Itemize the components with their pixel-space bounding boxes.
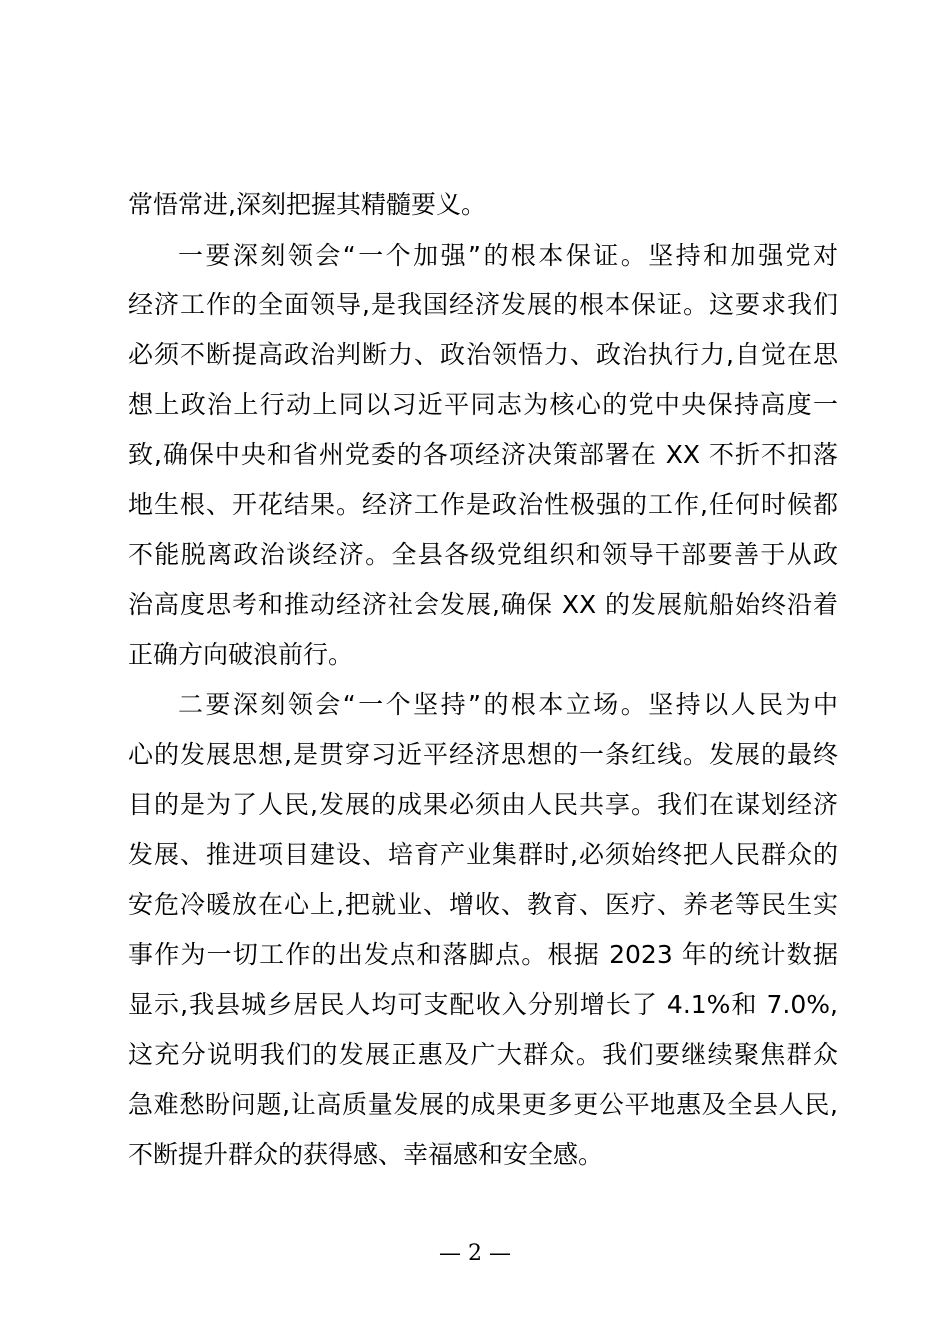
text-line: 想上政治上行动上同以习近平同志为核心的党中央保持高度一	[128, 390, 838, 419]
text-line: 急难愁盼问题,让高质量发展的成果更多更公平地惠及全县人民,	[128, 1090, 838, 1119]
text-line: 致,确保中央和省州党委的各项经济决策部署在 XX 不折不扣落	[128, 440, 838, 469]
text-line: 地生根、开花结果。经济工作是政治性极强的工作,任何时候都	[128, 490, 838, 519]
text-line: 显示,我县城乡居民人均可支配收入分别增长了 4.1%和 7.0%,	[128, 990, 838, 1019]
text-line: 事作为一切工作的出发点和落脚点。根据 2023 年的统计数据	[128, 940, 838, 969]
text-line: 正确方向破浪前行。	[128, 640, 354, 669]
text-line: 发展、推进项目建设、培育产业集群时,必须始终把人民群众的	[128, 840, 838, 869]
text-line: 常悟常进,深刻把握其精髓要义。	[128, 190, 486, 219]
text-line: 必须不断提高政治判断力、政治领悟力、政治执行力,自觉在思	[128, 340, 838, 369]
page-number: — 2 —	[439, 1241, 511, 1266]
paragraph-1-first-line: 一要深刻领会“一个加强”的根本保证。坚持和加强党对	[178, 241, 838, 270]
text-line: 经济工作的全面领导,是我国经济发展的根本保证。这要求我们	[128, 290, 838, 319]
text-line: 这充分说明我们的发展正惠及广大群众。我们要继续聚焦群众	[128, 1040, 838, 1069]
text-line: 安危冷暖放在心上,把就业、增收、教育、医疗、养老等民生实	[128, 890, 838, 919]
text-line: 心的发展思想,是贯穿习近平经济思想的一条红线。发展的最终	[128, 740, 838, 769]
text-line: 目的是为了人民,发展的成果必须由人民共享。我们在谋划经济	[128, 790, 838, 819]
paragraph-2-first-line: 二要深刻领会“一个坚持”的根本立场。坚持以人民为中	[178, 690, 838, 719]
text-line: 不能脱离政治谈经济。全县各级党组织和领导干部要善于从政	[128, 540, 838, 569]
text-line: 不断提升群众的获得感、幸福感和安全感。	[128, 1140, 604, 1169]
text-line: 治高度思考和推动经济社会发展,确保 XX 的发展航船始终沿着	[128, 590, 838, 619]
